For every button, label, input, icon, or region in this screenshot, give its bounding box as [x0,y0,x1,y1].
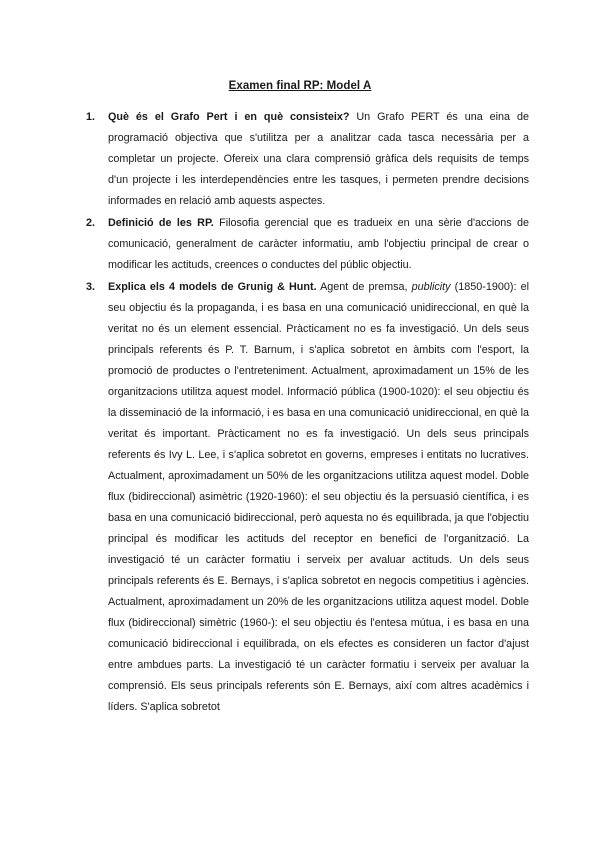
question-number: 3. [86,281,96,293]
question-2 [86,213,529,276]
question-number: 1. [86,111,96,123]
question-heading: Explica els 4 models de Grunig & Hunt. [108,281,317,293]
answer-text: (1850-1900): el seu objectiu és la propaganda, i es basa en una comunicació unidireccional, en què la veritat no és un element essencial. Pràcticament no es fa investigació. Un dels seus principals referents és P. T. Barnum, i s'aplica sobretot en àmbits com l'esport, la promoció de productes o l'entreteniment. Actualment, aproximadament un 15% de les organitzacions utilitza aquest model. Informació pública (1900-1020): el seu objectiu és la disseminació de la informació, i es basa en una comunicació unidireccional, en què la veritat és important. Pràcticament no es fa investigació. Un dels seus principals referents és Ivy L. Lee, i s'aplica sobretot en governs, empreses i entitats no lucratives. Actualment, aproximadament un 50% de les organitzacions utilitza aquest model. Doble flux (bidireccional) asimètric (1920-1960): el seu objectiu és la persuasió científica, i es basa en una comunicació bidireccional, però aquesta no és equilibrada, ja que l'objectiu principal és modificar les actituds del receptor en benefici de l'organització. La investigació té un caràcter formatiu i serveix per avaluar actituds. Un dels seus principals referents és E. Bernays, i s'aplica sobretot en negocis competitius i agències. Actualment, aproximadament un 20% de les organitzacions utilitza aquest model. Doble flux (bidireccional) simètric (1960-): el seu objectiu és l'entesa mútua, i es basa en una comunicació bidireccional i equilibrada, on els efectes es consideren un factor d'ajust entre ambdues parts. La investigació té un caràcter formatiu i serveix per avaluar la comprensió. Els seus principals referents són E. Bernays, així com altres acadèmics i líders. S'aplica sobretot [108,281,529,713]
question-heading: Definició de les RP. [108,217,214,229]
question-3 [86,277,529,718]
answer-text: Agent de premsa, [320,281,412,293]
document-title: Examen final RP: Model A [228,80,372,92]
question-list [86,107,529,719]
question-number: 2. [86,217,96,229]
answer-text: Un Grafo PERT és una eina de programació objectiva que s'utilitza per a analitzar cada tasca necessària per a completar un projecte. Ofereix una clara comprensió gràfica dels requisits de temps d'un projecte i les interdependències entre les tasques, i permeten prendre decisions informades en relació amb aquests aspectes. [108,111,529,207]
answer-text: Filosofia gerencial que es tradueix en una sèrie d'accions de comunicació, generalment de caràcter informatiu, amb l'objectiu principal de crear o modificar les actituds, creences o conductes del públic objectiu. [108,217,529,271]
question-heading: Què és el Grafo Pert i en què consisteix? [108,111,350,123]
answer-text-italic: publicity [411,281,451,293]
question-1 [86,107,529,212]
